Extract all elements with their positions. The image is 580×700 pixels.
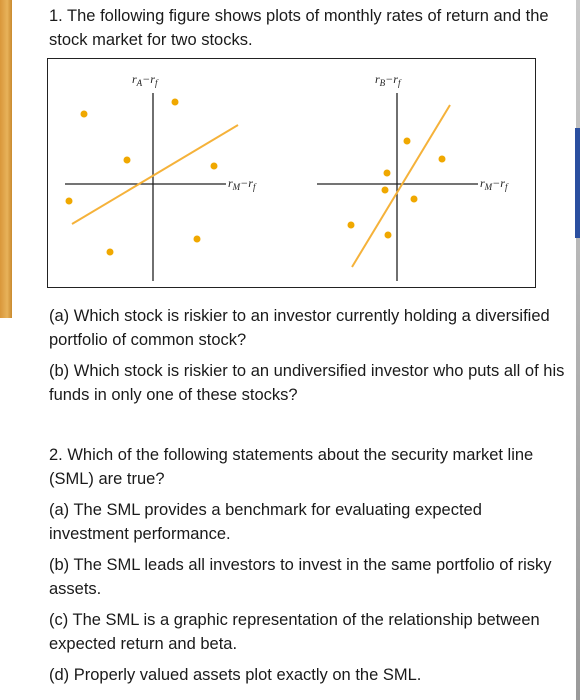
left-edge-strip [0, 0, 12, 318]
panel-a-point [172, 99, 179, 106]
panel-b-fit-line [352, 105, 450, 267]
panel-b-point [404, 138, 411, 145]
question-2 [49, 443, 564, 687]
question-2-option-a: (a) The SML provides a benchmark for evaluating expected investment performance. [49, 501, 482, 543]
panel-b-x-label: $r_M-r_f$ [480, 176, 508, 192]
question-1-intro: 1. The following figure shows plots of monthly rates of return and the stock market for two stocks. [49, 7, 549, 49]
panel-a-fit-line [72, 125, 238, 224]
panel-a-point [81, 111, 88, 118]
panel-b-point [411, 196, 418, 203]
question-1-part-a: (a) Which stock is riskier to an investor currently holding a diversified portfolio of common stock? [49, 307, 550, 349]
right-edge-accent [575, 128, 580, 238]
panel-b [317, 72, 509, 281]
question-2-intro: 2. Which of the following statements about the security market line (SML) are true? [49, 446, 534, 488]
panel-b-y-label: $r_B-r_f$ [375, 72, 401, 88]
panel-a [65, 72, 257, 281]
panel-a-point [66, 198, 73, 205]
panel-b-point [439, 156, 446, 163]
return-plots-svg [48, 59, 535, 287]
panel-b-point [385, 232, 392, 239]
panel-a-point [211, 163, 218, 170]
return-plots-figure [47, 58, 536, 288]
panel-a-point [124, 157, 131, 164]
panel-b-point [348, 222, 355, 229]
panel-a-y-label: $r_A-r_f$ [132, 72, 158, 88]
question-1-parts [49, 304, 569, 407]
right-edge-shadow [576, 0, 580, 700]
panel-a-point [194, 236, 201, 243]
panel-b-point [382, 187, 389, 194]
panel-a-point [107, 249, 114, 256]
question-2-option-c: (c) The SML is a graphic representation of the relationship between expected return and beta. [49, 611, 540, 653]
panel-b-point [384, 170, 391, 177]
question-2-option-d: (d) Properly valued assets plot exactly on the SML. [49, 666, 422, 684]
question-2-option-b: (b) The SML leads all investors to invest in the same portfolio of risky assets. [49, 556, 552, 598]
panel-a-x-label: $r_M-r_f$ [228, 176, 256, 192]
question-1-part-b: (b) Which stock is riskier to an undiversified investor who puts all of his funds in only one of these stocks? [49, 362, 565, 404]
